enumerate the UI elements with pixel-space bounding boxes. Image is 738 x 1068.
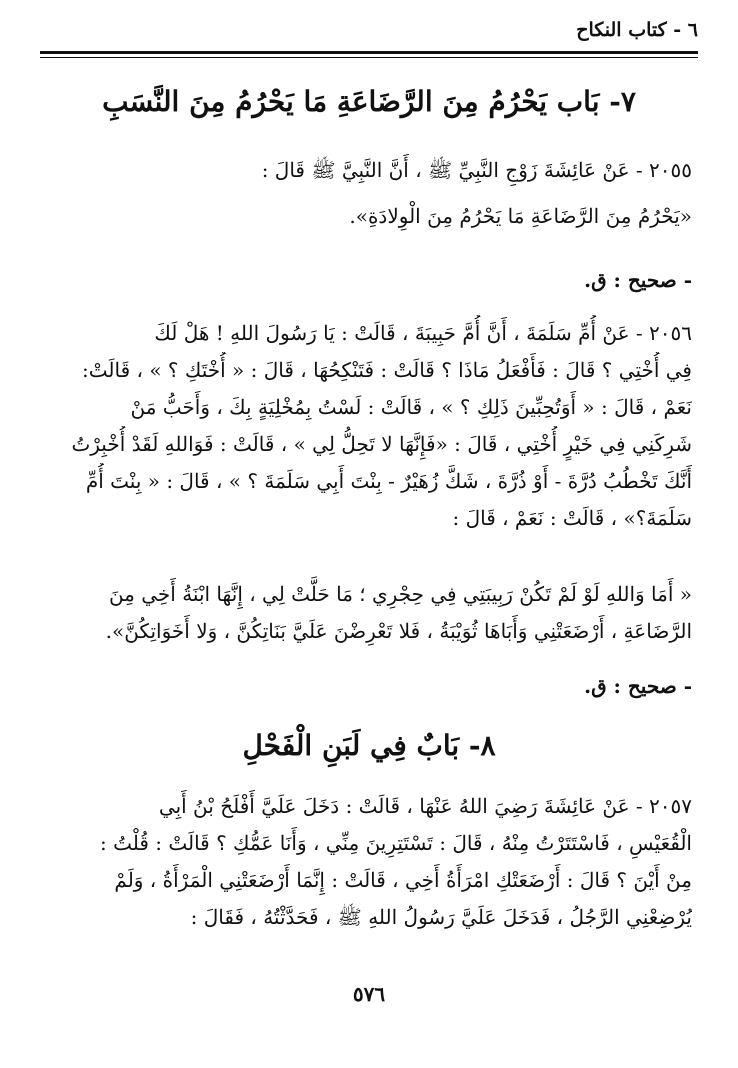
hadith-2056 [46, 315, 692, 537]
page-number: ٥٧٦ [352, 982, 386, 1006]
header-rule-thin [40, 57, 698, 58]
hadith-2056-line-2: فِي أُخْتِي ؟ قَالَ : فَأَفْعَلُ مَاذَا ؟ قَالَتْ : فَتَنْكِحُهَا ، قَالَ : « أُخْتَكِ ؟ » ، قَالَتْ: [82, 358, 692, 382]
hadith-2056-quote [46, 576, 692, 650]
running-head: ٦ - كتاب النكاح [576, 19, 698, 41]
hadith-2056-line-1: ٢٠٥٦ - عَنْ أُمِّ سَلَمَةَ ، أَنَّ أُمَّ حَبِيبَةَ ، قَالَتْ : يَا رَسُولَ اللهِ ! هَلْ لَكَ [154, 321, 692, 345]
hadith-2057-line-2: الْقُعَيْسِ ، فَاسْتَتَرْتُ مِنْهُ ، قَالَ : تَسْتَتِرِينَ مِنِّي ، وَأَنَا عَمُّكِ ؟ قَالَتْ : قُلْتُ : [99, 831, 692, 855]
hadith-2056-line-4: شَرِكَنِي فِي خَيْرٍ أُخْتِي ، قَالَ : «فَإِنَّهَا لا تَحِلُّ لِي » ، قَالَتْ : فَوَاللهِ لَقَدْ أُخْبِرْتُ [71, 432, 692, 456]
chapter-title-8: ٨- بَابٌ فِي لَبَنِ الْفَحْلِ [242, 729, 496, 762]
chapter-title-7: ٧- بَاب يَحْرُمُ مِنَ الرَّضَاعَةِ مَا يَحْرُمُ مِنَ النَّسَبِ [102, 85, 636, 118]
hadith-2056-line-5: أَنَّكَ تَخْطُبُ دُرَّةَ - أَوْ ذُرَّةَ ، شَكَّ زُهَيْرٌ - بِنْتَ أَبِي سَلَمَةَ ؟ » ، قَالَ : « بِنْتَ أُمِّ [85, 469, 692, 493]
header-rule-thick [40, 51, 698, 54]
hadith-2055-line-1: ٢٠٥٥ - عَنْ عَائِشَةَ زَوْجِ النَّبِيِّ ﷺ ، أَنَّ النَّبِيَّ ﷺ قَالَ : [261, 158, 692, 182]
hadith-2056-line-3: نَعَمْ ، قَالَ : « أَوَتُحِبِّينَ ذَلِكِ ؟ » ، قَالَتْ : لَسْتُ بِمُخْلِيَةٍ بِكَ ، وَأَحَبُّ مَنْ [130, 395, 692, 419]
hadith-2056-quote-line-2: الرَّضَاعَةِ ، أَرْضَعَتْنِي وَأَبَاهَا ثُوَيْبَةُ ، فَلا تَعْرِضْنَ عَلَيَّ بَنَاتِكُنَّ ، وَلا أَخَوَاتِكُنَّ». [105, 619, 692, 643]
hadith-2055 [46, 152, 692, 235]
hadith-2057 [46, 788, 692, 936]
hadith-2057-line-3: مِنْ أَيْنَ ؟ قَالَ : أَرْضَعَتْكِ امْرَأَةُ أَخِي ، قَالَتْ : إِنَّمَا أَرْضَعَتْنِي الْمَرْأَةُ ، وَلَمْ [114, 868, 692, 892]
hadith-2056-grade: - صحيح : ق. [584, 674, 692, 698]
hadith-2057-line-4: يُرْضِعْنِي الرَّجُلُ ، فَدَخَلَ عَلَيَّ رَسُولُ اللهِ ﷺ ، فَحَدَّثْتُهُ ، فَقَالَ : [190, 905, 692, 929]
hadith-2055-line-2: «يَحْرُمُ مِنَ الرَّضَاعَةِ مَا يَحْرُمُ مِنَ الْوِلادَةِ». [349, 204, 692, 228]
hadith-2055-grade: - صحيح : ق. [584, 268, 692, 292]
hadith-2057-line-1: ٢٠٥٧ - عَنْ عَائِشَةَ رَضِيَ اللهُ عَنْهَا ، قَالَتْ : دَخَلَ عَلَيَّ أَفْلَحُ بْنُ أَبِي [158, 794, 692, 818]
hadith-2056-quote-line-1: « أَمَا وَاللهِ لَوْ لَمْ تَكُنْ رَبِيبَتِي فِي حِجْرِي ؛ مَا حَلَّتْ لِي ، إِنَّهَا ابْنَةُ أَخِي مِنَ [108, 582, 692, 606]
hadith-2056-line-6: سَلَمَةَ؟» ، قَالَتْ : نَعَمْ ، قَالَ : [452, 506, 692, 530]
